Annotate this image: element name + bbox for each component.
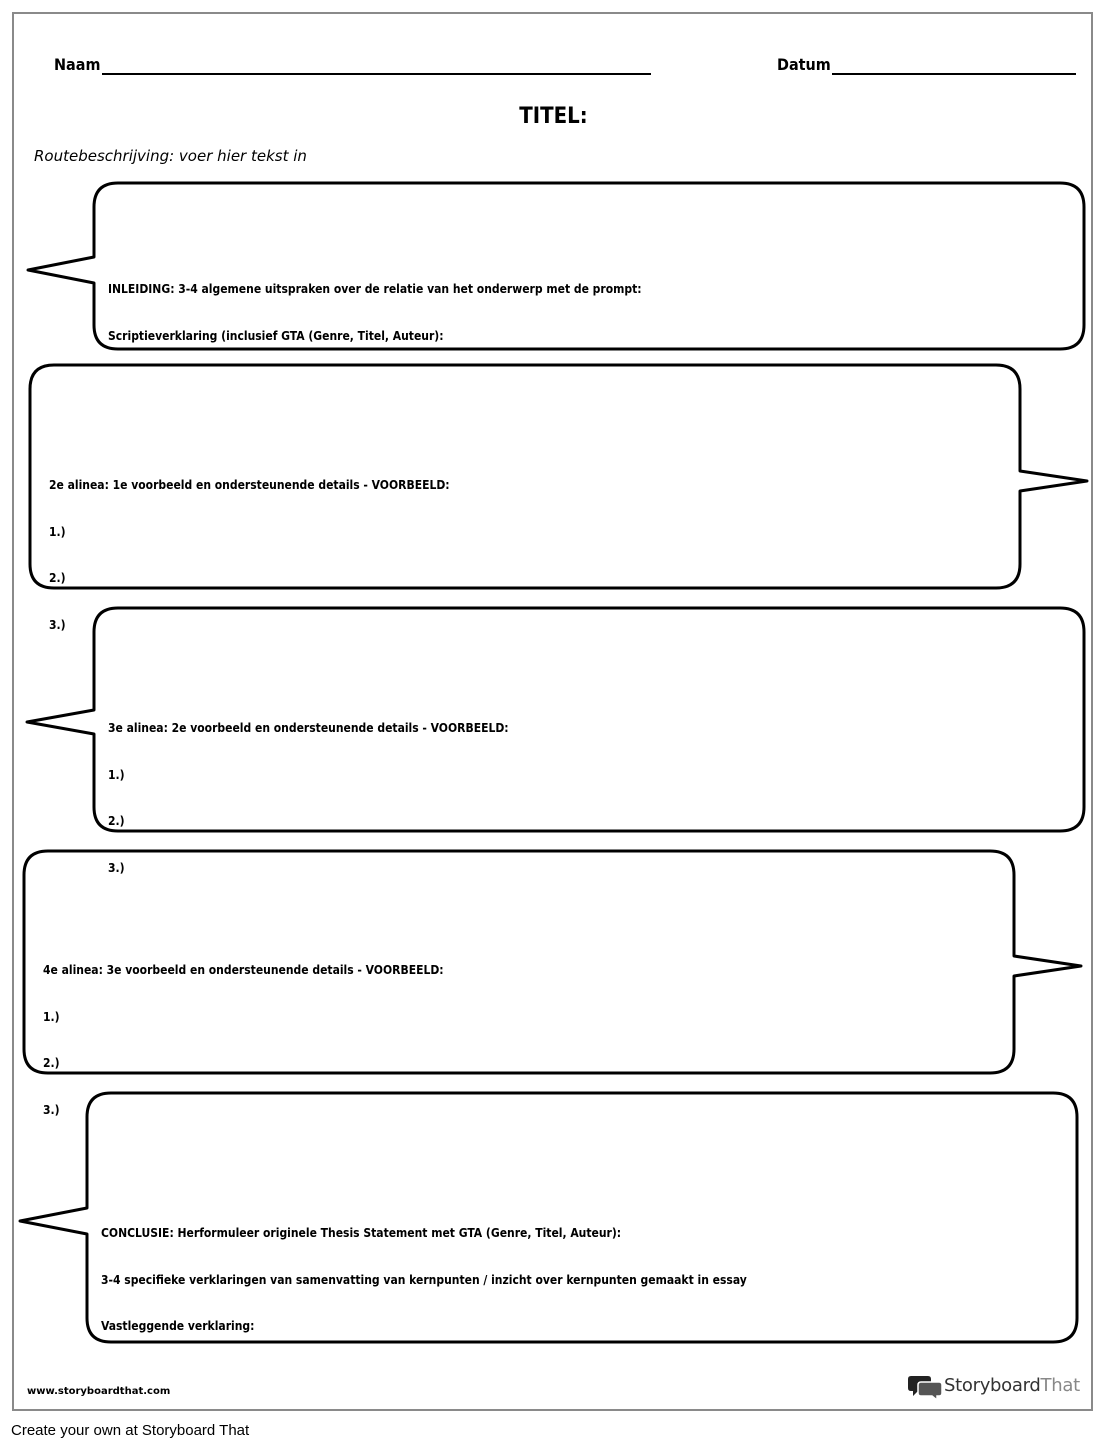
paragraph3-item-2: 2.) xyxy=(108,814,125,828)
paragraph2-bubble-text[interactable] xyxy=(49,447,450,649)
logo-main-text: Storyboard xyxy=(944,1375,1041,1396)
bottom-caption[interactable]: Create your own at Storyboard That xyxy=(11,1422,250,1439)
logo-light-text: That xyxy=(1040,1375,1080,1396)
footer-url[interactable]: www.storyboardthat.com xyxy=(27,1386,171,1397)
paragraph2-heading: 2e alinea: 1e voorbeeld en ondersteunende details - VOORBEELD: xyxy=(49,478,450,492)
conclusion-line-3: Vastleggende verklaring: xyxy=(101,1319,255,1333)
paragraph2-item-2: 2.) xyxy=(49,571,66,585)
directions-text: Routebeschrijving: voer hier tekst in xyxy=(34,147,307,165)
paragraph4-heading: 4e alinea: 3e voorbeeld en ondersteunende details - VOORBEELD: xyxy=(43,963,444,977)
paragraph3-heading: 3e alinea: 2e voorbeeld en ondersteunende details - VOORBEELD: xyxy=(108,721,509,735)
paragraph3-bubble-text[interactable] xyxy=(108,690,509,892)
date-label: Datum xyxy=(777,55,831,74)
paragraph3-item-3: 3.) xyxy=(108,860,125,875)
paragraph2-item-3: 3.) xyxy=(49,617,66,632)
paragraph4-item-3: 3.) xyxy=(43,1102,60,1117)
paragraph3-item-1: 1.) xyxy=(108,767,125,782)
storyboardthat-logo-text xyxy=(944,1375,1080,1396)
name-label: Naam xyxy=(54,55,101,74)
conclusion-line-2: 3-4 specifieke verklaringen van samenvatting van kernpunten / inzicht over kernpunten gemaakt in essay xyxy=(101,1272,747,1287)
paragraph2-item-1: 1.) xyxy=(49,524,66,539)
storyboardthat-speech-bubble-icon xyxy=(908,1374,942,1400)
paragraph4-item-2: 2.) xyxy=(43,1056,60,1070)
paragraph4-item-1: 1.) xyxy=(43,1009,60,1024)
page-title: TITEL: xyxy=(519,104,588,129)
conclusion-bubble-text[interactable] xyxy=(101,1195,747,1350)
intro-line-1: INLEIDING: 3-4 algemene uitspraken over de relatie van het onderwerp met de prompt: xyxy=(108,282,642,296)
intro-bubble-text[interactable] xyxy=(108,251,642,360)
intro-line-2: Scriptieverklaring (inclusief GTA (Genre, Titel, Auteur): xyxy=(108,328,444,343)
conclusion-line-1: CONCLUSIE: Herformuleer originele Thesis Statement met GTA (Genre, Titel, Auteur): xyxy=(101,1226,622,1240)
paragraph4-bubble-text[interactable] xyxy=(43,932,444,1134)
